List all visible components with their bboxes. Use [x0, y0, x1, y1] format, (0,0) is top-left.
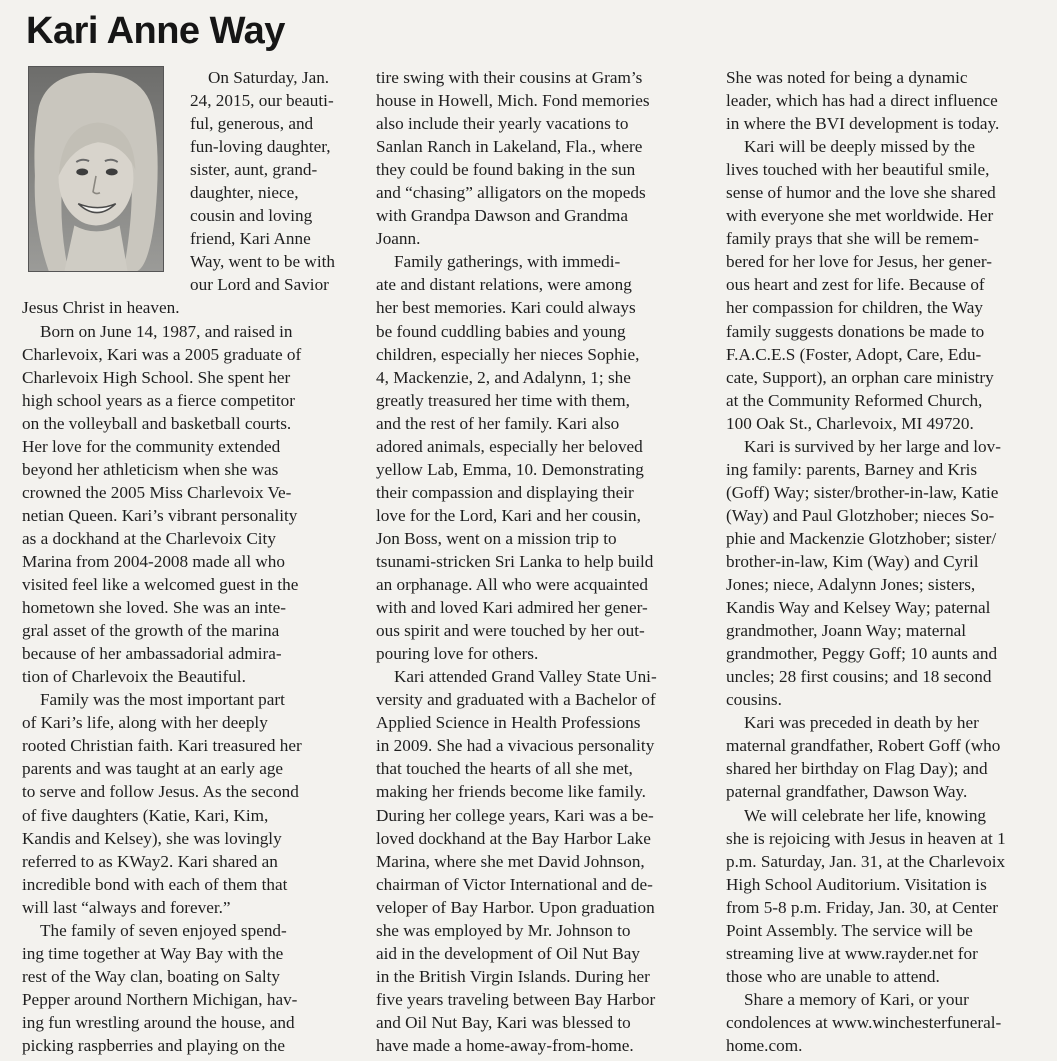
article-text-line: netian Queen. Kari’s vibrant personality: [22, 505, 298, 525]
article-text-line: chairman of Victor International and de-: [376, 874, 653, 894]
article-text-line: High School Auditorium. Visitation is: [726, 874, 987, 894]
article-text-line: sister, aunt, grand-: [190, 160, 318, 180]
article-text-line: children, especially her nieces Sophie,: [376, 344, 640, 364]
article-text-line: cousins.: [726, 690, 782, 710]
article-text-line: hometown she loved. She was an inte-: [22, 598, 286, 618]
article-text-line: greatly treasured her time with them,: [376, 390, 630, 410]
article-text-line: because of her ambassadorial admira-: [22, 644, 282, 664]
article-text-line: tsunami-stricken Sri Lanka to help build: [376, 551, 654, 571]
article-text-line: five years traveling between Bay Harbor: [376, 989, 656, 1009]
article-text-line: Kari attended Grand Valley State Uni-: [394, 667, 657, 687]
article-text-line: Charlevoix, Kari was a 2005 graduate of: [22, 344, 302, 364]
article-text-line: Kandis Way and Kelsey Way; paternal: [726, 598, 991, 618]
article-text-line: yellow Lab, Emma, 10. Demonstrating: [376, 459, 644, 479]
article-text-line: from 5-8 p.m. Friday, Jan. 30, at Center: [726, 897, 998, 917]
column-1: [22, 66, 354, 1057]
article-text-line: gral asset of the growth of the marina: [22, 621, 280, 641]
article-text-line: tion of Charlevoix the Beautiful.: [22, 667, 246, 687]
article-text-line: versity and graduated with a Bachelor of: [376, 690, 656, 710]
article-text-line: The family of seven enjoyed spend-: [40, 920, 287, 940]
article-text-line: adored animals, especially her beloved: [376, 436, 643, 456]
article-text-line: Marina, where she met David Johnson,: [376, 851, 645, 871]
article-text-line: rooted Christian faith. Kari treasured her: [22, 736, 302, 756]
article-text-line: picking raspberries and playing on the: [22, 1035, 285, 1055]
article-text-line: with everyone she met worldwide. Her: [726, 206, 994, 226]
article-text-line: their compassion and displaying their: [376, 482, 634, 502]
article-text-line: family prays that she will be remem-: [726, 229, 979, 249]
article-text-line: incredible bond with each of them that: [22, 874, 288, 894]
article-text-line: Way, went to be with: [190, 252, 335, 272]
article-text-line: Kari is survived by her large and lov-: [744, 436, 1001, 456]
article-text-line: ing time together at Way Bay with the: [22, 943, 284, 963]
article-text-line: with and loved Kari admired her gener-: [376, 598, 648, 618]
article-text-line: her compassion for children, the Way: [726, 298, 983, 318]
article-text-line: Jon Boss, went on a mission trip to: [376, 528, 617, 548]
article-text-line: Joann.: [376, 229, 421, 249]
article-text-line: Kandis and Kelsey), she was lovingly: [22, 828, 282, 848]
article-text-line: Sanlan Ranch in Lakeland, Fla., where: [376, 137, 643, 157]
article-text-line: phie and Mackenzie Glotzhober; sister/: [726, 528, 997, 548]
article-text-line: rest of the Way clan, boating on Salty: [22, 966, 280, 986]
article-text-line: have made a home-away-from-home.: [376, 1035, 634, 1055]
article-text-line: friend, Kari Anne: [190, 229, 311, 249]
article-text-line: Marina from 2004-2008 made all who: [22, 551, 285, 571]
article-text-line: also include their yearly vacations to: [376, 114, 629, 134]
article-text-line: ful, generous, and: [190, 114, 314, 134]
article-text-line: she was employed by Mr. Johnson to: [376, 920, 631, 940]
article-text-line: During her college years, Kari was a be-: [376, 805, 654, 825]
article-text-line: parents and was taught at an early age: [22, 759, 284, 779]
article-text-line: on the volleyball and basketball courts.: [22, 413, 292, 433]
article-text-line: fun-loving daughter,: [190, 137, 331, 157]
article-text-line: they could be found baking in the sun: [376, 160, 636, 180]
article-text-line: Family was the most important part: [40, 690, 285, 710]
article-text-line: shared her birthday on Flag Day); and: [726, 759, 988, 779]
article-text-line: ing family: parents, Barney and Kris: [726, 459, 978, 479]
article-text-line: an orphanage. All who were acquainted: [376, 575, 649, 595]
article-text-line: F.A.C.E.S (Foster, Adopt, Care, Edu-: [726, 344, 982, 364]
article-text-line: paternal grandfather, Dawson Way.: [726, 782, 968, 802]
article-text-line: and Oil Nut Bay, Kari was blessed to: [376, 1012, 631, 1032]
column-3: [726, 66, 1051, 1057]
article-text-line: (Goff) Way; sister/brother-in-law, Katie: [726, 482, 999, 502]
article-text-line: Family gatherings, with immedi-: [394, 252, 621, 272]
article-text-line: those who are unable to attend.: [726, 966, 940, 986]
article-text-line: sense of humor and the love she shared: [726, 183, 996, 203]
article-text-line: Jones; niece, Adalynn Jones; sisters,: [726, 575, 976, 595]
article-text-line: cousin and loving: [190, 206, 313, 226]
article-text-line: of five daughters (Katie, Kari, Kim,: [22, 805, 269, 825]
article-text-line: pouring love for others.: [376, 644, 539, 664]
article-text-line: her best memories. Kari could always: [376, 298, 636, 318]
article-text-line: maternal grandfather, Robert Goff (who: [726, 736, 1001, 756]
article-text-line: Point Assembly. The service will be: [726, 920, 973, 940]
article-text-line: and the rest of her family. Kari also: [376, 413, 620, 433]
article-text-line: ous spirit and were touched by her out-: [376, 621, 645, 641]
article-text-line: will last “always and forever.”: [22, 897, 231, 917]
article-text-line: in where the BVI development is today.: [726, 114, 1000, 134]
article-text-line: leader, which has had a direct influence: [726, 91, 998, 111]
article-text-line: 4, Mackenzie, 2, and Adalynn, 1; she: [376, 367, 631, 387]
article-text-line: in the British Virgin Islands. During her: [376, 966, 650, 986]
article-text-line: beyond her athleticism when she was: [22, 459, 279, 479]
article-text-line: Her love for the community extended: [22, 436, 281, 456]
article-text-line: of Kari’s life, along with her deeply: [22, 713, 268, 733]
obituary-headline: Kari Anne Way: [26, 10, 285, 52]
column-2: [376, 66, 701, 1057]
article-text-line: streaming live at www.rayder.net for: [726, 943, 978, 963]
article-text-line: daughter, niece,: [190, 183, 299, 203]
article-text-line: p.m. Saturday, Jan. 31, at the Charlevoix: [726, 851, 1006, 871]
article-text-line: lives touched with her beautiful smile,: [726, 160, 990, 180]
article-text-line: She was noted for being a dynamic: [726, 68, 968, 87]
article-text-line: condolences at www.winchesterfuneral-: [726, 1012, 1002, 1032]
article-text-line: to serve and follow Jesus. As the second: [22, 782, 299, 802]
article-text-line: Kari was preceded in death by her: [744, 713, 979, 733]
article-text-line: brother-in-law, Kim (Way) and Cyril: [726, 551, 979, 571]
article-text-line: that touched the hearts of all she met,: [376, 759, 633, 779]
article-text-line: loved dockhand at the Bay Harbor Lake: [376, 828, 651, 848]
article-text-line: high school years as a fierce competitor: [22, 390, 295, 410]
article-text-line: house in Howell, Mich. Fond memories: [376, 91, 650, 111]
article-text-line: she is rejoicing with Jesus in heaven at 1: [726, 828, 1006, 848]
article-text-line: home.com.: [726, 1035, 803, 1055]
article-text-line: Charlevoix High School. She spent her: [22, 367, 291, 387]
article-text-line: in 2009. She had a vivacious personality: [376, 736, 655, 756]
article-text-line: aid in the development of Oil Nut Bay: [376, 943, 640, 963]
article-text-line: be found cuddling babies and young: [376, 321, 626, 341]
article-text-line: at the Community Reformed Church,: [726, 390, 983, 410]
article-text-line: ous heart and zest for life. Because of: [726, 275, 985, 295]
article-text-line: 24, 2015, our beauti-: [190, 91, 334, 111]
article-text-line: and “chasing” alligators on the mopeds: [376, 183, 646, 203]
article-text-line: uncles; 28 first cousins; and 18 second: [726, 667, 992, 687]
article-text-line: Jesus Christ in heaven.: [22, 298, 180, 318]
article-text-line: On Saturday, Jan.: [208, 68, 330, 87]
article-text-line: visited feel like a welcomed guest in the: [22, 575, 299, 595]
article-text-line: Share a memory of Kari, or your: [744, 989, 969, 1009]
article-text-line: love for the Lord, Kari and her cousin,: [376, 505, 641, 525]
article-text-line: crowned the 2005 Miss Charlevoix Ve-: [22, 482, 292, 502]
article-text-line: ate and distant relations, were among: [376, 275, 632, 295]
article-text-line: with Grandpa Dawson and Grandma: [376, 206, 629, 226]
article-text-line: (Way) and Paul Glotzhober; nieces So-: [726, 505, 995, 525]
article-text-line: veloper of Bay Harbor. Upon graduation: [376, 897, 655, 917]
article-text-line: grandmother, Joann Way; maternal: [726, 621, 967, 641]
article-text-line: Kari will be deeply missed by the: [744, 137, 976, 157]
article-text-line: tire swing with their cousins at Gram’s: [376, 68, 643, 87]
article-text-line: referred to as KWay2. Kari shared an: [22, 851, 278, 871]
article-text-line: making her friends become like family.: [376, 782, 646, 802]
article-text-line: Born on June 14, 1987, and raised in: [40, 321, 293, 341]
article-text-line: We will celebrate her life, knowing: [744, 805, 987, 825]
article-text-line: grandmother, Peggy Goff; 10 aunts and: [726, 644, 998, 664]
article-text-line: cate, Support), an orphan care ministry: [726, 367, 994, 387]
article-text-line: Applied Science in Health Professions: [376, 713, 641, 733]
article-text-line: family suggests donations be made to: [726, 321, 985, 341]
article-text-line: 100 Oak St., Charlevoix, MI 49720.: [726, 413, 974, 433]
article-text-line: as a dockhand at the Charlevoix City: [22, 528, 276, 548]
article-text-line: Pepper around Northern Michigan, hav-: [22, 989, 298, 1009]
article-text-line: bered for her love for Jesus, her gener-: [726, 252, 992, 272]
article-text-line: ing fun wrestling around the house, and: [22, 1012, 295, 1032]
article-text-line: our Lord and Savior: [190, 275, 329, 295]
